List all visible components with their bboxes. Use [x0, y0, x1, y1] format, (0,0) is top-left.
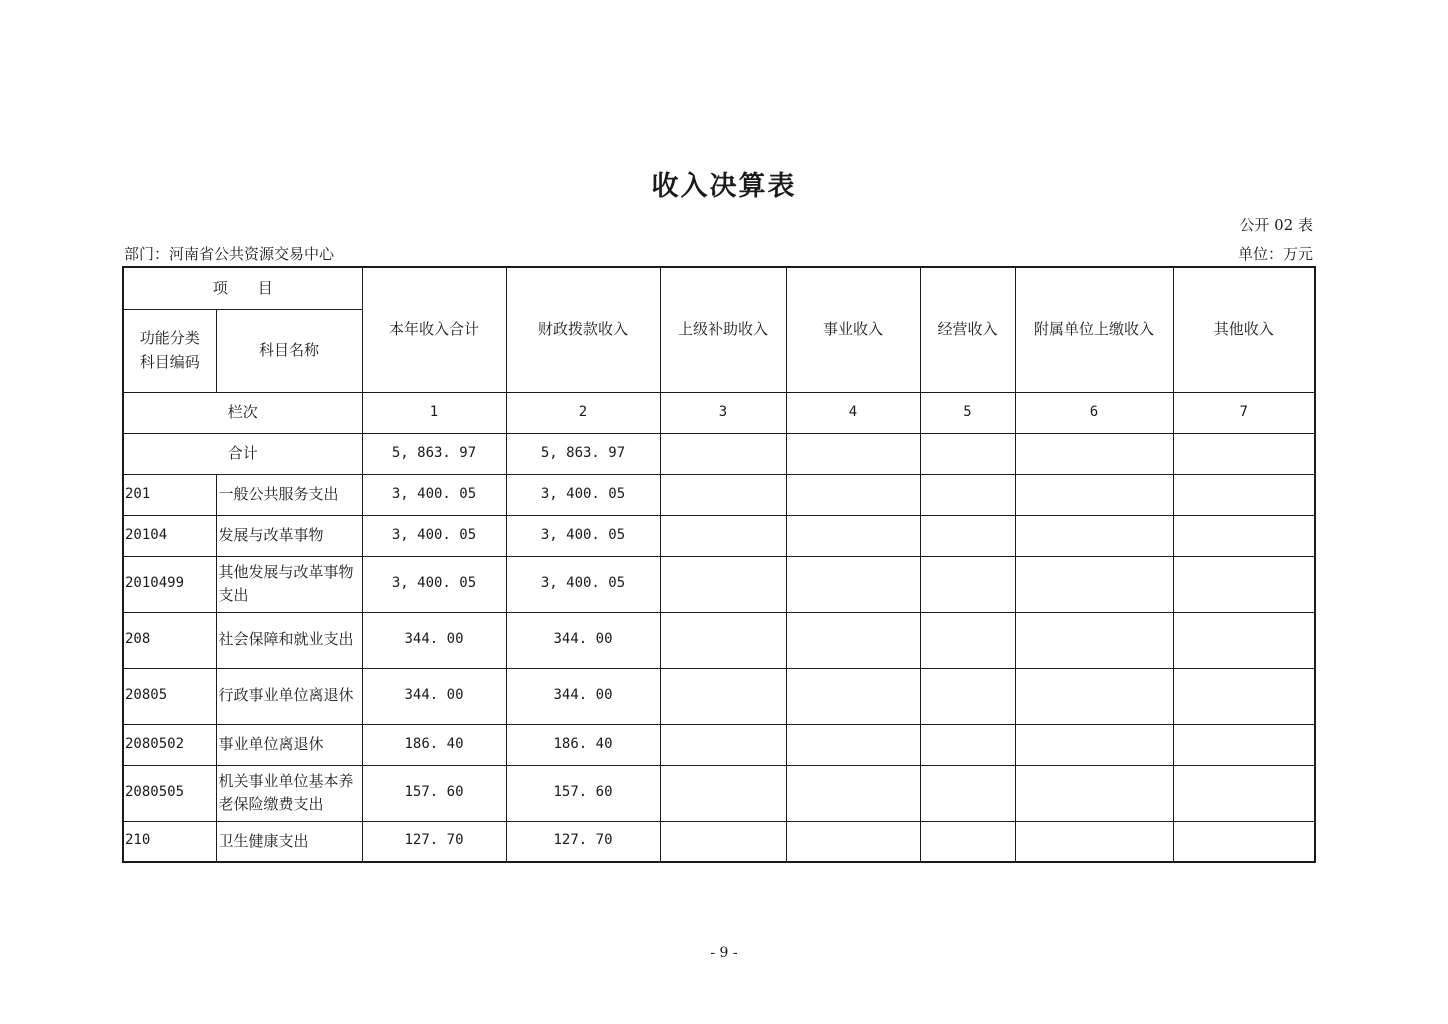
row-value: 3, 400. 05: [362, 474, 506, 515]
row-value: 344. 00: [506, 668, 660, 724]
table-row: [123, 612, 1315, 668]
column-header: 其他收入: [1173, 267, 1315, 392]
row-value: [1173, 612, 1315, 668]
row-value: 186. 40: [506, 724, 660, 765]
row-value: [786, 724, 920, 765]
table-row: [123, 474, 1315, 515]
row-value: [786, 821, 920, 862]
row-code: 201: [123, 474, 216, 515]
row-value: [660, 612, 786, 668]
column-header: 经营收入: [920, 267, 1015, 392]
total-value: [660, 433, 786, 474]
row-name: 一般公共服务支出: [216, 474, 362, 515]
row-code: 2010499: [123, 556, 216, 612]
column-header: 事业收入: [786, 267, 920, 392]
row-name: 发展与改革事物: [216, 515, 362, 556]
unit-label: 单位：万元: [1237, 245, 1313, 263]
project-header: 项 目: [123, 267, 362, 309]
table-row: [123, 556, 1315, 612]
row-value: [786, 765, 920, 821]
total-label: 合计: [123, 433, 362, 474]
row-value: [920, 612, 1015, 668]
table-row: [123, 724, 1315, 765]
column-header: 上级补助收入: [660, 267, 786, 392]
row-value: [920, 515, 1015, 556]
row-value: [660, 724, 786, 765]
row-value: [1173, 821, 1315, 862]
row-value: 3, 400. 05: [506, 515, 660, 556]
row-value: [660, 765, 786, 821]
row-name: 行政事业单位离退休: [216, 668, 362, 724]
table-body: [123, 267, 1315, 862]
row-code: 2080502: [123, 724, 216, 765]
row-value: [1015, 765, 1173, 821]
table-row: [123, 821, 1315, 862]
column-header: 附属单位上缴收入: [1015, 267, 1173, 392]
table-row: [123, 765, 1315, 821]
row-value: [1173, 474, 1315, 515]
row-code: 20104: [123, 515, 216, 556]
row-value: 3, 400. 05: [362, 556, 506, 612]
column-index: 7: [1173, 392, 1315, 433]
row-value: [786, 474, 920, 515]
page-number: - 9 -: [710, 945, 738, 961]
total-value: 5, 863. 97: [506, 433, 660, 474]
total-value: [1015, 433, 1173, 474]
total-value: [1173, 433, 1315, 474]
column-index-label: 栏次: [123, 392, 362, 433]
row-value: [1015, 515, 1173, 556]
row-value: 127. 70: [506, 821, 660, 862]
row-value: [1015, 612, 1173, 668]
row-name: 其他发展与改革事物支出: [216, 556, 362, 612]
column-index: 1: [362, 392, 506, 433]
row-value: [1173, 556, 1315, 612]
row-code: 2080505: [123, 765, 216, 821]
row-value: [660, 474, 786, 515]
row-value: [1015, 724, 1173, 765]
row-value: 186. 40: [362, 724, 506, 765]
row-code: 210: [123, 821, 216, 862]
row-value: [660, 668, 786, 724]
column-index: 6: [1015, 392, 1173, 433]
row-value: 3, 400. 05: [362, 515, 506, 556]
row-value: 344. 00: [506, 612, 660, 668]
row-value: [1015, 556, 1173, 612]
row-value: [660, 821, 786, 862]
column-index: 5: [920, 392, 1015, 433]
row-value: [1015, 821, 1173, 862]
column-index: 2: [506, 392, 660, 433]
row-code: 20805: [123, 668, 216, 724]
row-value: [1173, 515, 1315, 556]
column-index: 4: [786, 392, 920, 433]
row-value: [920, 724, 1015, 765]
row-value: [920, 668, 1015, 724]
row-name: 卫生健康支出: [216, 821, 362, 862]
row-value: [1015, 474, 1173, 515]
row-value: [786, 515, 920, 556]
total-value: [786, 433, 920, 474]
total-row: [123, 433, 1315, 474]
row-value: [660, 556, 786, 612]
row-value: 157. 60: [362, 765, 506, 821]
row-value: [920, 474, 1015, 515]
column-header: 财政拨款收入: [506, 267, 660, 392]
row-value: [660, 515, 786, 556]
income-report-table: [122, 266, 1316, 863]
form-code: 公开 02 表: [1239, 216, 1313, 234]
row-name: 社会保障和就业支出: [216, 612, 362, 668]
row-value: [920, 821, 1015, 862]
row-value: [786, 612, 920, 668]
row-value: 157. 60: [506, 765, 660, 821]
total-value: [920, 433, 1015, 474]
row-value: [786, 556, 920, 612]
column-index-row: [123, 392, 1315, 433]
department-label: 部门：河南省公共资源交易中心: [124, 245, 335, 263]
name-column-header: 科目名称: [216, 309, 362, 392]
table-row: [123, 515, 1315, 556]
row-value: [1173, 765, 1315, 821]
column-index: 3: [660, 392, 786, 433]
row-code: 208: [123, 612, 216, 668]
total-value: 5, 863. 97: [362, 433, 506, 474]
row-value: 127. 70: [362, 821, 506, 862]
column-header: 本年收入合计: [362, 267, 506, 392]
header-row-project: [123, 267, 1315, 309]
row-value: [1173, 724, 1315, 765]
code-column-header: 功能分类 科目编码: [123, 309, 216, 392]
page-title: 收入决算表: [651, 171, 797, 202]
row-value: 3, 400. 05: [506, 556, 660, 612]
row-value: 344. 00: [362, 668, 506, 724]
row-value: [786, 668, 920, 724]
row-value: [1173, 668, 1315, 724]
row-name: 事业单位离退休: [216, 724, 362, 765]
row-value: [920, 556, 1015, 612]
table-row: [123, 668, 1315, 724]
row-value: 344. 00: [362, 612, 506, 668]
row-name: 机关事业单位基本养老保险缴费支出: [216, 765, 362, 821]
row-value: [920, 765, 1015, 821]
row-value: [1015, 668, 1173, 724]
row-value: 3, 400. 05: [506, 474, 660, 515]
